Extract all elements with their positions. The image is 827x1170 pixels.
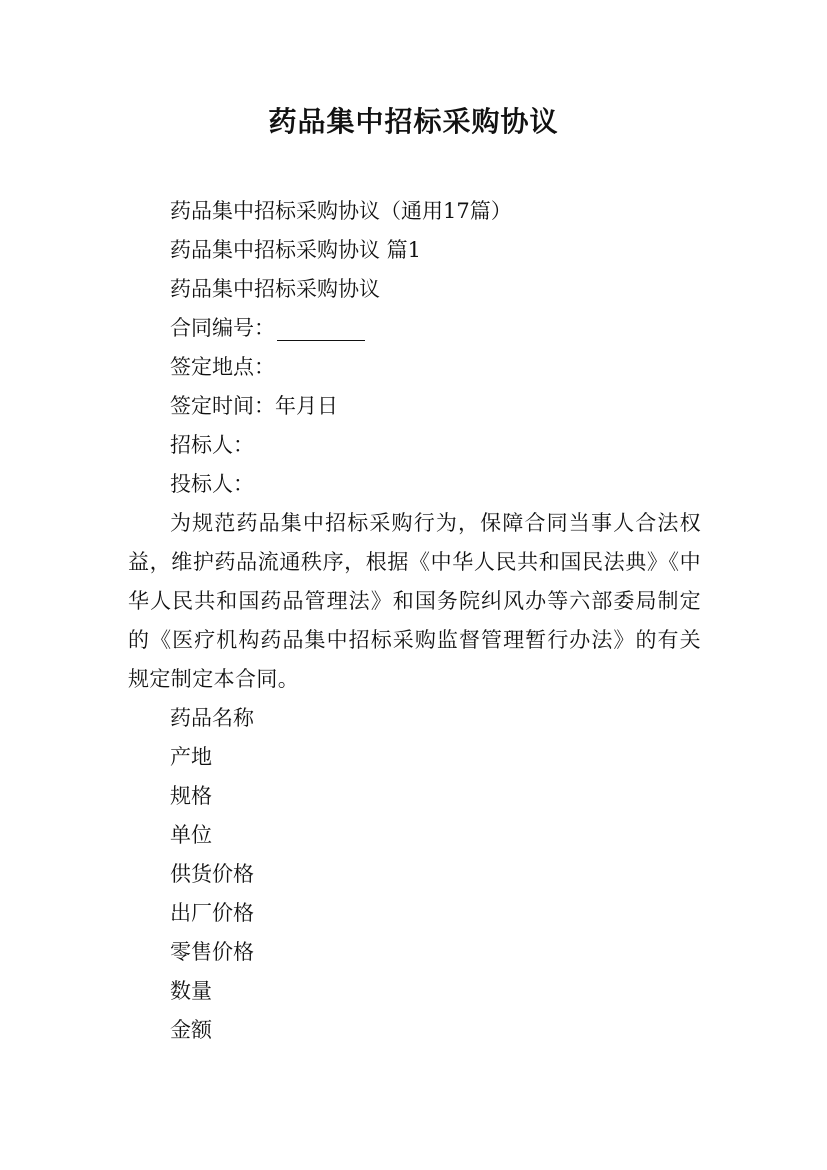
item-line: 单位 [170, 823, 212, 847]
field-line: 招标人： [170, 433, 254, 457]
item-line: 零售价格 [170, 940, 254, 964]
document-title: 药品集中招标采购协议 [268, 105, 559, 138]
item-line: 规格 [170, 784, 212, 808]
item-line: 药品名称 [170, 706, 254, 730]
item-line: 供货价格 [170, 862, 254, 886]
contract-number-label: 合同编号： [170, 316, 275, 340]
field-line: 签定地点： [170, 355, 275, 379]
item-line: 产地 [170, 745, 212, 769]
item-line: 出厂价格 [170, 901, 254, 925]
intro-line: 药品集中招标采购协议（通用17篇） [170, 199, 512, 223]
field-line: 签定时间：年月日 [170, 394, 338, 418]
preamble-paragraph: 为规范药品集中招标采购行为，保障合同当事人合法权益，维护药品流通秩序，根据《中华人民共和国民法典》《中华人民共和国药品管理法》和国务院纠风办等六部委局制定的《医疗机构药品集中招标采购监督管理暂行办法》的有关规定制定本合同。 [128, 511, 701, 691]
contract-number-line [128, 309, 701, 348]
field-line: 投标人： [170, 472, 254, 496]
contract-number-blank [277, 318, 365, 341]
document-body [128, 192, 701, 1050]
item-line: 数量 [170, 979, 212, 1003]
intro-line: 药品集中招标采购协议 [170, 277, 380, 301]
intro-line: 药品集中招标采购协议 篇1 [170, 238, 422, 262]
item-line: 金额 [170, 1018, 212, 1042]
